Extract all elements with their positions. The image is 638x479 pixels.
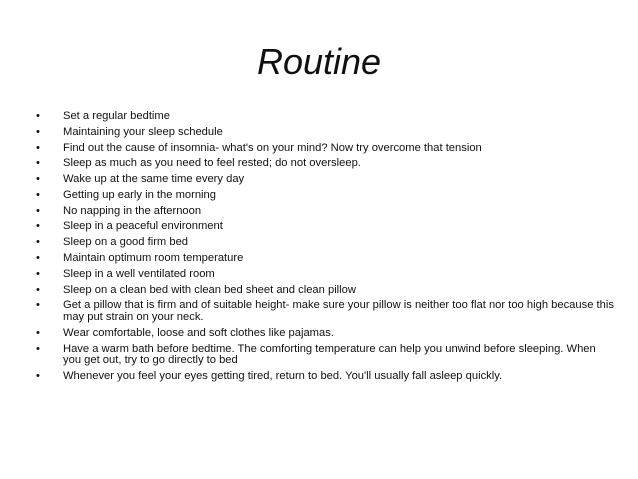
bullet-icon: • [36,125,40,138]
list-item-text: Maintain optimum room temperature [63,252,244,265]
bullet-icon: • [36,188,40,201]
list-item-text: Get a pillow that is firm and of suitable height- make sure your pillow is neither too flat nor too high because this may put strain on your neck. [63,299,614,323]
list-item [36,206,616,218]
bullet-icon: • [36,173,40,186]
bullet-icon: • [36,299,40,312]
list-item [36,221,616,233]
list-item-text: Find out the cause of insomnia- what's on your mind? Now try overcome that tension [63,141,482,154]
list-item [36,328,616,340]
list-item [36,111,616,123]
list-item [36,253,616,265]
bullet-icon: • [36,283,40,296]
list-item-text: Sleep on a clean bed with clean bed sheet and clean pillow [63,283,356,296]
bullet-icon: • [36,141,40,154]
list-item [36,285,616,297]
list-item-text: Wear comfortable, loose and soft clothes like pajamas. [63,326,334,339]
list-item [36,344,616,367]
list-item [36,269,616,281]
bullet-icon: • [36,204,40,217]
bullet-icon: • [36,220,40,233]
list-item-text: Sleep in a peaceful environment [63,220,223,233]
list-item-text: Sleep in a well ventilated room [63,267,215,280]
list-item-text: Set a regular bedtime [63,110,170,122]
bullet-icon: • [36,110,40,122]
list-item [36,300,616,323]
list-item [36,190,616,202]
list-item-text: Have a warm bath before bedtime. The comforting temperature can help you unwind before sleeping. When you get out, try to go directly to bed [63,342,596,367]
list-item-text: Getting up early in the morning [63,188,216,201]
bullet-icon: • [36,252,40,265]
list-item [36,237,616,249]
list-item [36,174,616,186]
bullet-icon: • [36,342,40,355]
list-item-text: No napping in the afternoon [63,204,202,217]
list-item-text: Maintaining your sleep schedule [63,125,223,138]
list-item-text: Sleep as much as you need to feel rested; do not oversleep. [63,157,361,170]
list-item-text: Whenever you feel your eyes getting tired, return to bed. You'll usually fall asleep quickly. [63,369,503,382]
list-item [36,143,616,155]
list-item [36,158,616,170]
list-item [36,127,616,139]
bullet-icon: • [36,236,40,249]
list-item-text: Wake up at the same time every day [63,173,245,186]
list-item [36,371,616,383]
slide-title: Routine [256,41,382,82]
bullet-icon: • [36,326,40,339]
bullet-icon: • [36,369,40,382]
list-item-text: Sleep on a good firm bed [63,236,189,249]
bullet-icon: • [36,267,40,280]
bullet-icon: • [36,157,40,170]
bullet-list [36,111,616,387]
